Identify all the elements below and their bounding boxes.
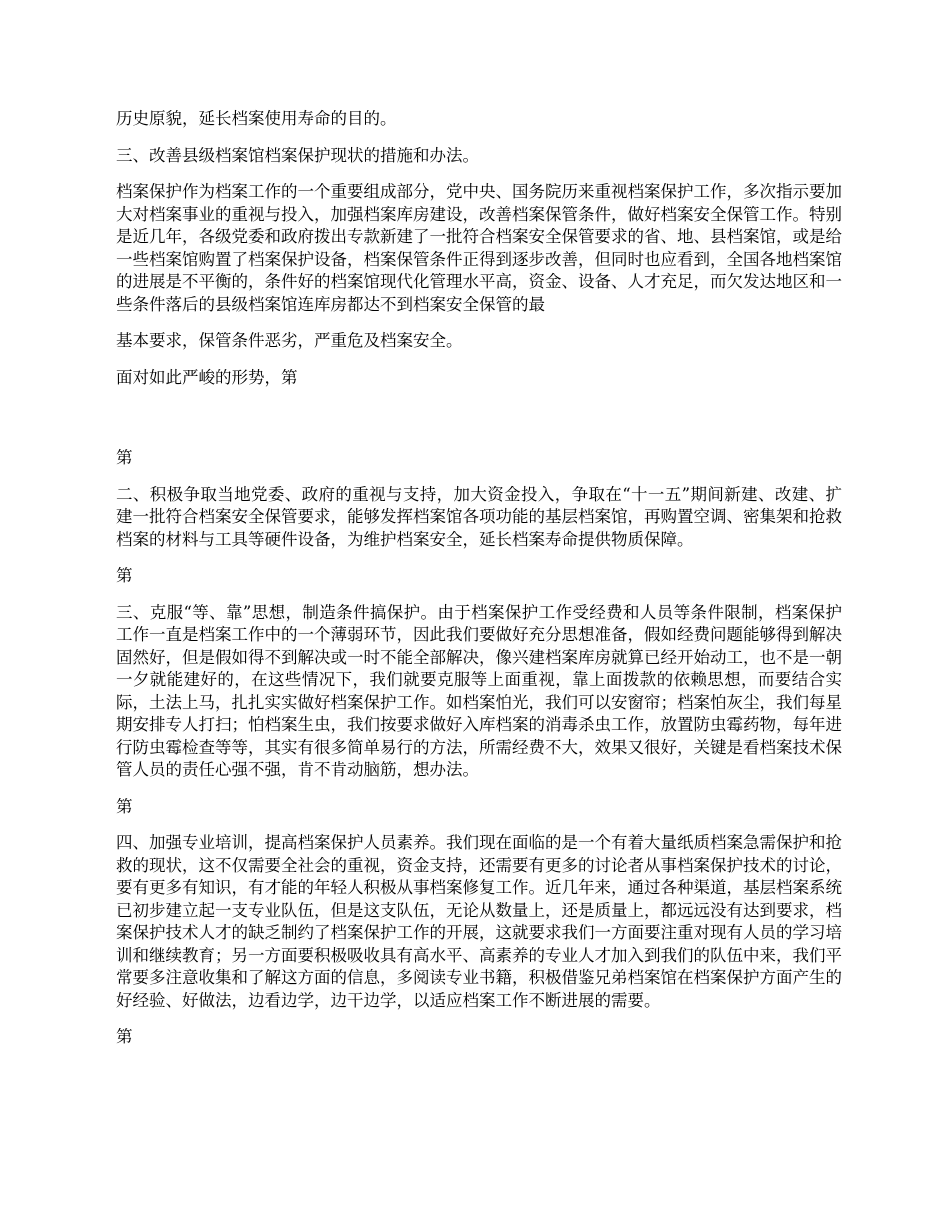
section-heading-measures: 三、改善县级档案馆档案保护现状的措施和办法。 [116, 145, 479, 165]
paragraph-marker: 第 [116, 448, 133, 467]
paragraph-point-three: 三、克服“等、靠”思想，制造条件搞保护。由于档案保护工作受经费和人员等条件限制，档案保护工作一直是档案工作中的一个薄弱环节，因此我们要做好充分思想准备，假如经费问题能够得到解决固然好，但是假如得不到解决或一时不能全部解决，像兴建档案库房就算已经开始动工，也不是一朝一夕就能建好的，在这些情况下，我们就要克服等上面重视，靠上面拨款的依赖思想，而要结合实际，土法上马，扎扎实实做好档案保护工作。如档案怕光，我们可以安窗帘；档案怕灰尘，我们每星期安排专人打扫；怕档案生虫，我们按要求做好入库档案的消毒杀虫工作，放置防虫霉药物，每年进行防虫霉检查等等，其实有很多简单易行的方法，所需经费不大，效果又很好，关键是看档案技术保管人员的责任心强不强，肯不肯动脑筋，想办法。 [116, 602, 842, 779]
paragraph-history: 历史原貌，延长档案使用寿命的目的。 [116, 109, 397, 128]
paragraph-basic-requirements: 基本要求，保管条件恶劣，严重危及档案安全。 [116, 331, 463, 350]
paragraph-point-two: 二、积极争取当地党委、政府的重视与支持，加大资金投入，争取在“十一五”期间新建、改建、扩建一批符合档案安全保管要求，能够发挥档案馆各项功能的基层档案馆，再购置空调、密集架和抢救档案的材料与工具等硬件设备，为维护档案安全，延长档案寿命提供物质保障。 [116, 484, 842, 549]
paragraph-marker: 第 [116, 796, 133, 816]
paragraph-marker: 第 [116, 566, 133, 585]
paragraph-marker: 第 [116, 1027, 133, 1046]
paragraph-point-four: 四、加强专业培训，提高档案保护人员素养。我们现在面临的是一个有着大量纸质档案急需保护和抢救的现状，这不仅需要全社会的重视，资金支持，还需要有更多的讨论者从事档案保护技术的讨论，要有更多有知识，有才能的年轻人积极从事档案修复工作。近几年来，通过各种渠道，基层档案系统已初步建立起一支专业队伍，但是这支队伍，无论从数量上，还是质量上，都远远没有达到要求，档案保护技术人才的缺乏制约了档案保护工作的开展，这就要求我们一方面要注重对现有人员的学习培训和继续教育；另一方面要积极吸收具有高水平、高素养的专业人才加入到我们的队伍中来，我们平常要多注意收集和了解这方面的信息，多阅读专业书籍，积极借鉴兄弟档案馆在档案保护方面产生的好经验、好做法，边看边学，边干边学，以适应档案工作不断进展的需要。 [116, 833, 842, 1010]
paragraph-severe-situation: 面对如此严峻的形势，第 [116, 367, 298, 387]
document-page [116, 108, 842, 1049]
paragraph-protection-overview: 档案保护作为档案工作的一个重要组成部分，党中央、国务院历来重视档案保护工作，多次指示要加大对档案事业的重视与投入，加强档案库房建设，改善档案保管条件，做好档案安全保管工作。特别是近几年，各级党委和政府拨出专款新建了一批符合档案安全保管要求的省、地、县档案馆，或是给一些档案馆购置了档案保护设备，档案保管条件正得到逐步改善，但同时也应看到，全国各地档案馆的进展是不平衡的，条件好的档案馆现代化管理水平高，资金、设备、人才充足，而欠发达地区和一些条件落后的县级档案馆连库房都达不到档案安全保管的最 [116, 182, 842, 314]
